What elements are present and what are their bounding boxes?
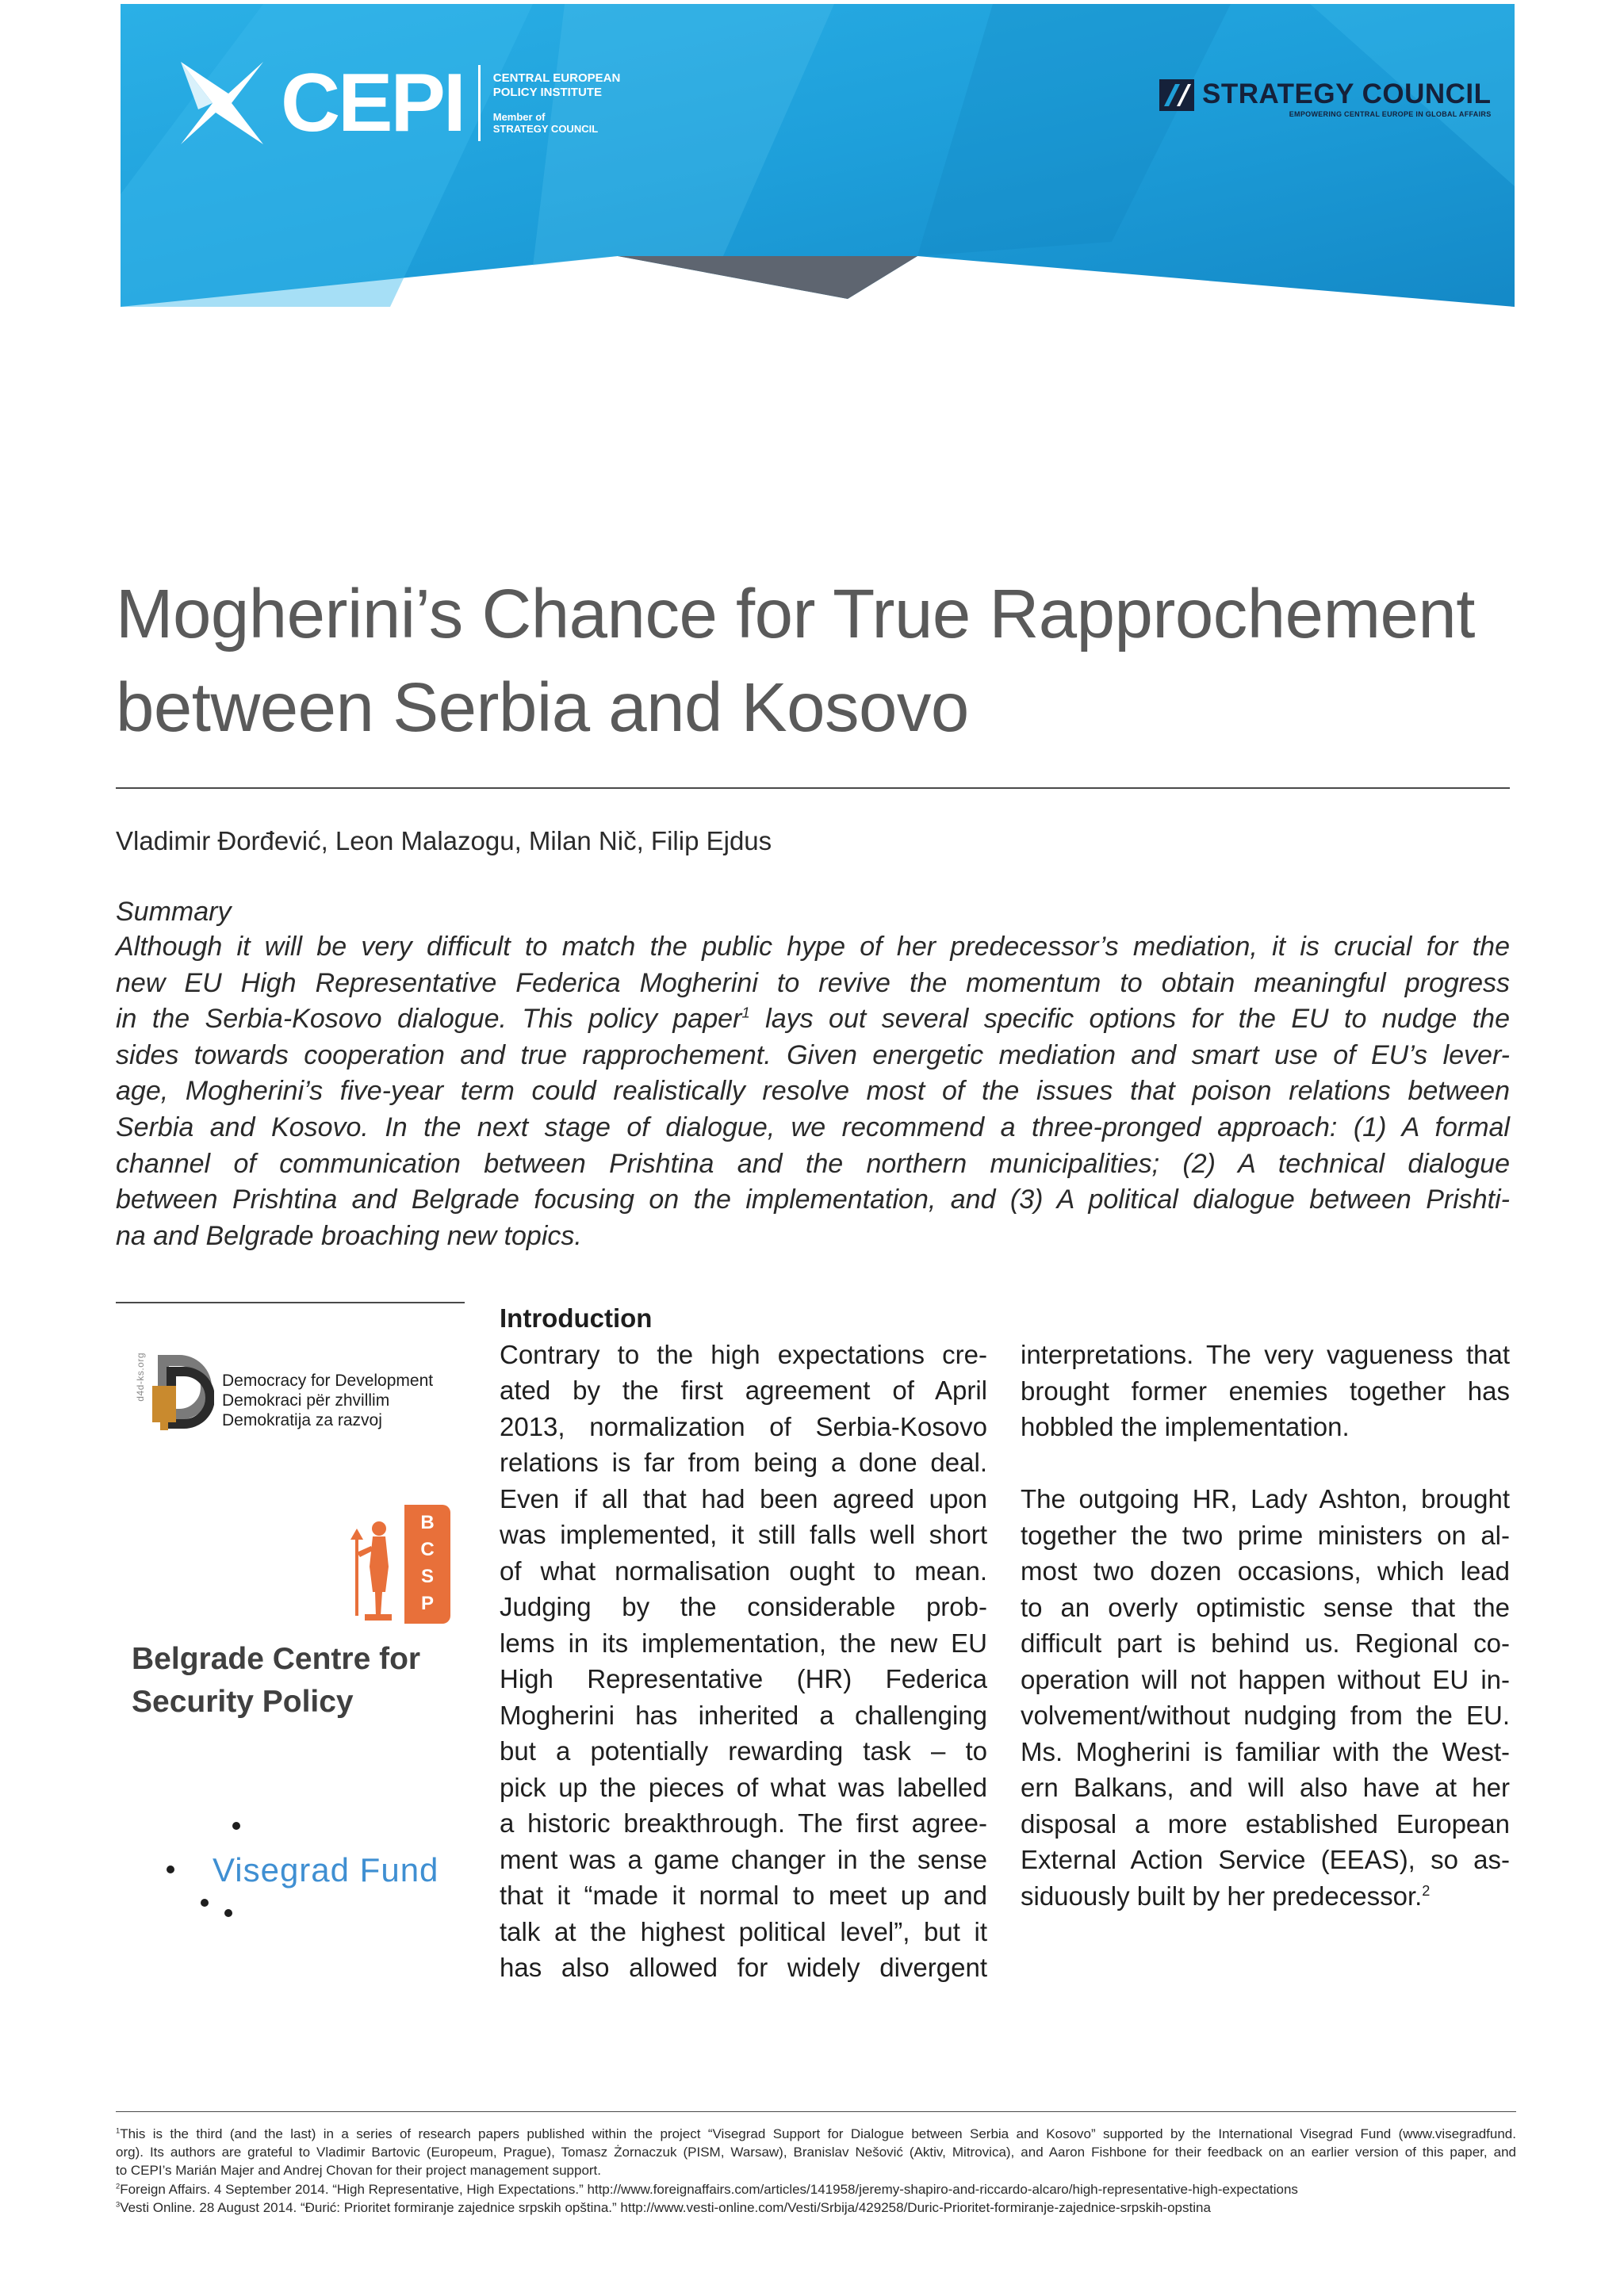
bcsp-letter: B <box>420 1512 435 1533</box>
strategy-council-tagline: EMPOWERING CENTRAL EUROPE IN GLOBAL AFFAIRS <box>1289 110 1492 118</box>
body-line: ern Balkans, and will also have at her <box>1021 1773 1510 1802</box>
body-line: ment was a game changer in the sense <box>500 1844 987 1874</box>
cepi-wordmark: CEPI <box>281 57 464 149</box>
body-line: 2013, normalization of Serbia-Kosovo <box>500 1411 987 1441</box>
title-line-1: Mogherini’s Chance for True Rapprochement <box>116 576 1475 652</box>
body-line: to an overly optimistic sense that the <box>1021 1592 1510 1622</box>
d4d-logo-icon <box>147 1354 214 1430</box>
body-line: of what normalisation ought to mean. <box>500 1556 987 1586</box>
d4d-url: d4d-ks.org <box>135 1353 146 1402</box>
cepi-subtitle <box>493 71 621 135</box>
bcsp-logo-icon <box>349 1505 450 1624</box>
body-line: hobbled the implementation. <box>1021 1412 1350 1441</box>
visegrad-dot-icon <box>224 1909 232 1917</box>
summary-line: sides towards cooperation and true rapprochement. Given energetic mediation and smart use of EU’s lever- <box>116 1039 1510 1070</box>
title-divider <box>116 787 1510 789</box>
cepi-divider <box>478 65 481 141</box>
summary-line: Although it will be very difficult to match the public hype of her predecessor’s mediation, it is crucial for the <box>116 932 1510 962</box>
body-line: interpretations. The very vagueness that <box>1021 1340 1510 1369</box>
strategy-council-icon <box>1159 79 1194 111</box>
body-line: Ms. Mogherini is familiar with the West- <box>1021 1736 1510 1766</box>
body-line: Mogherini has inherited a challenging <box>500 1700 987 1730</box>
footnotes <box>116 2125 1516 2217</box>
visegrad-dot-icon <box>232 1822 240 1830</box>
body-line: a historic breakthrough. The first agree- <box>500 1808 987 1838</box>
footnote-text: This is the third (and the last) in a series of research papers published within the project “Visegrad Support for Dialogue between Serbia and Kosovo” supported by the International Visegrad Fund (www.visegradfund. <box>120 2126 1516 2141</box>
body-line: operation will not happen without EU in- <box>1021 1664 1510 1694</box>
bcsp-name-line1: Belgrade Centre for <box>132 1642 421 1676</box>
summary-line: na and Belgrade broaching new topics. <box>116 1220 582 1251</box>
cepi-star-icon <box>181 62 263 144</box>
body-line: External Action Service (EEAS), so as- <box>1021 1845 1510 1874</box>
body-line: Even if all that had been agreed upon <box>500 1483 987 1513</box>
bcsp-logo-text <box>132 1638 420 1724</box>
summary-line: Serbia and Kosovo. In the next stage of dialogue, we recommend a three-pronged approach: (1) A formal <box>116 1112 1510 1142</box>
cepi-logo <box>181 55 620 151</box>
body-line: but a potentially rewarding task – to <box>500 1736 987 1766</box>
cepi-line4: STRATEGY COUNCIL <box>492 123 599 135</box>
left-column-divider <box>116 1302 465 1303</box>
section-heading-introduction: Introduction <box>500 1303 653 1333</box>
body-line: ated by the first agreement of April <box>500 1376 987 1405</box>
footnote-mark: 1 <box>116 2126 121 2135</box>
strategy-council-logo <box>1159 79 1492 119</box>
body-column-2 <box>1021 1337 1510 1914</box>
d4d-name-en: Democracy for Development <box>222 1372 434 1390</box>
body-line: Contrary to the high expectations cre- <box>500 1339 987 1369</box>
footnote-2 <box>116 2180 1516 2198</box>
body-line: most two dozen occasions, which lead <box>1021 1556 1510 1586</box>
summary-line-part: lays out several specific options for the EU to nudge the <box>749 1004 1511 1035</box>
d4d-name-sr: Demokratija za razvoj <box>222 1411 382 1429</box>
cepi-line2: POLICY INSTITUTE <box>492 86 602 99</box>
footnote-text: Foreign Affairs. 4 September 2014. “High Representative, High Expectations.” http://www.foreignaffairs.com/articles/141958/jeremy-shapiro-and-riccardo-alcaro/high-representative-high-expectations <box>120 2181 1298 2197</box>
footnote-1-line: to CEPI’s Marián Majer and Andrej Chovan for their project management support. <box>116 2163 601 2179</box>
d4d-name-sq: Demokraci për zhvillim <box>222 1391 390 1410</box>
body-line-part: siduously built by her predecessor. <box>1021 1881 1423 1911</box>
strategy-council-title: STRATEGY COUNCIL <box>1202 78 1492 109</box>
footnote-3 <box>116 2198 1516 2217</box>
footnote-text: Vesti Online. 28 August 2014. “Đurić: Prioritet formiranje zajednice srpskih opština.” http://www.vesti-online.com/Vesti/Srbija/429258/Duric-Prioritet-formiranje-zajednice-srpskih-opstina <box>120 2199 1211 2215</box>
bcsp-letter: P <box>420 1593 435 1614</box>
body-line: was implemented, it still falls well short <box>500 1520 987 1549</box>
footnote-1-line: org). Its authors are grateful to Vladimir Bartovic (Europeum, Prague), Tomasz Żornaczuk (PISM, Warsaw), Branislav Nešović (Aktiv, Mitrovica), and Aaron Fishbone for their feedback on an earlier version of this paper, and <box>116 2145 1516 2160</box>
body-line: relations is far from being a done deal. <box>500 1448 987 1477</box>
d4d-logo-text <box>222 1371 433 1430</box>
page-title <box>116 568 1511 755</box>
summary-line: channel of communication between Prishtina and the northern municipalities; (2) A technical dialogue <box>116 1148 1510 1179</box>
summary-line-part: in the Serbia-Kosovo dialogue. This policy paper <box>116 1004 742 1035</box>
summary-label: Summary <box>116 897 232 927</box>
summary-line-with-footnote <box>116 1001 1510 1038</box>
authors: Vladimir Đorđević, Leon Malazogu, Milan Nič, Filip Ejdus <box>116 826 772 855</box>
footnote-divider <box>116 2111 1516 2112</box>
body-column-1 <box>500 1300 987 1986</box>
cepi-line3: Member of <box>492 111 546 123</box>
body-line: volvement/without nudging from the EU. <box>1021 1701 1510 1730</box>
summary-line: new EU High Representative Federica Mogherini to revive the momentum to obtain meaningful progress <box>116 967 1510 998</box>
summary-line: between Prishtina and Belgrade focusing on the implementation, and (3) A political dialogue between Prishti- <box>116 1184 1510 1215</box>
body-line: pick up the pieces of what was labelled <box>500 1772 987 1802</box>
body-line: talk at the highest political level”, but it <box>500 1916 987 1946</box>
footnote-mark: 3 <box>116 2200 121 2209</box>
title-line-2: between Serbia and Kosovo <box>116 669 969 746</box>
body-line: together the two prime ministers on al- <box>1021 1520 1510 1550</box>
bcsp-name-line2: Security Policy <box>132 1685 354 1719</box>
body-line: The outgoing HR, Lady Ashton, brought <box>1021 1484 1510 1513</box>
body-line: brought former enemies together has <box>1021 1376 1510 1406</box>
cepi-line1: CENTRAL EUROPEAN <box>492 71 621 85</box>
body-line: disposal a more established European <box>1021 1808 1510 1839</box>
footnote-1-line <box>116 2125 1516 2143</box>
footnote-ref-2[interactable]: 2 <box>1422 1882 1431 1899</box>
summary-line: age, Mogherini’s five-year term could realistically resolve most of the issues that poison relations between <box>116 1076 1510 1107</box>
body-line: Judging by the considerable prob- <box>500 1592 987 1621</box>
body-line-with-footnote <box>1021 1878 1510 1915</box>
body-line: difficult part is behind us. Regional co- <box>1021 1628 1510 1658</box>
banner-background <box>121 4 1515 307</box>
bcsp-letter: C <box>420 1539 435 1560</box>
body-line: High Representative (HR) Federica <box>500 1664 987 1693</box>
body-line: lems in its implementation, the new EU <box>500 1628 987 1658</box>
body-line: has also allowed for widely divergent <box>500 1953 987 1982</box>
body-line: that it “made it normal to meet up and <box>500 1881 987 1910</box>
footnote-ref-1[interactable]: 1 <box>741 1004 750 1021</box>
visegrad-dot-icon <box>167 1866 174 1873</box>
bcsp-letter: S <box>420 1566 435 1587</box>
visegrad-dot-icon <box>201 1899 209 1907</box>
footnote-mark: 2 <box>116 2181 121 2190</box>
visegrad-fund-logo: Visegrad Fund <box>213 1851 439 1888</box>
header-banner <box>121 4 1515 307</box>
summary-text <box>116 929 1510 1254</box>
